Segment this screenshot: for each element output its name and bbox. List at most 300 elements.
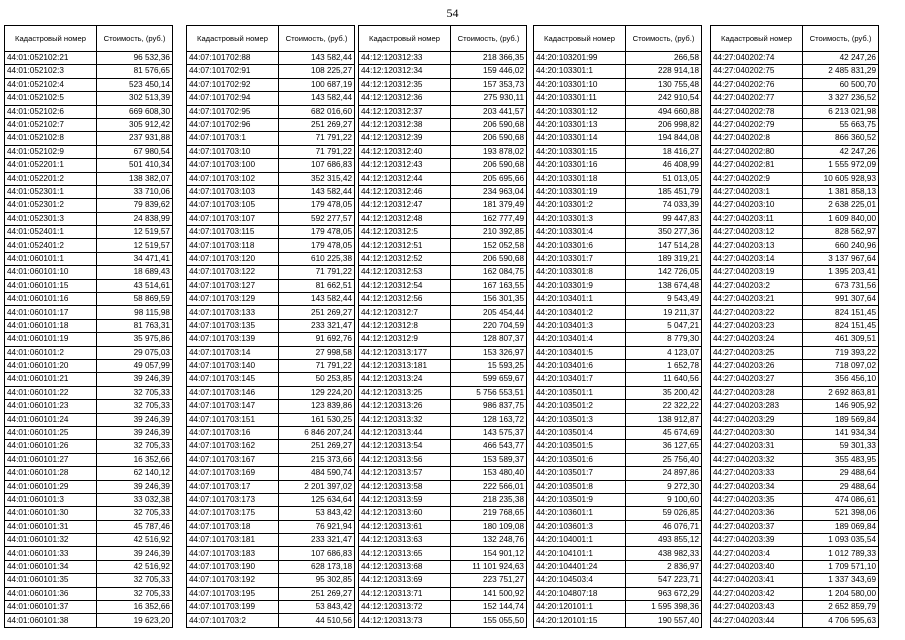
cost-value: 108 225,27 bbox=[279, 65, 355, 78]
table-row bbox=[187, 507, 355, 520]
cost-value: 138 674,48 bbox=[626, 279, 702, 292]
table-row bbox=[359, 118, 527, 131]
cadastral-number: 44:27:040203:30 bbox=[711, 426, 803, 439]
cadastral-number: 44:27:040203:1 bbox=[711, 185, 803, 198]
table-row bbox=[534, 65, 702, 78]
cadastral-number: 44:07:101703:181 bbox=[187, 534, 279, 547]
header-cadastral-number: Кадастровый номер bbox=[359, 26, 451, 52]
table-row bbox=[5, 118, 173, 131]
cost-value: 107 686,83 bbox=[279, 547, 355, 560]
cost-value: 128 163,72 bbox=[451, 413, 527, 426]
table-row bbox=[187, 306, 355, 319]
cost-value: 19 623,20 bbox=[97, 614, 173, 627]
cadastral-number: 44:07:101703:1 bbox=[187, 132, 279, 145]
cost-value: 29 488,64 bbox=[803, 467, 879, 480]
table-row bbox=[359, 413, 527, 426]
table-row bbox=[359, 159, 527, 172]
table-row bbox=[534, 467, 702, 480]
cadastral-number: 44:27:040203:2 bbox=[711, 279, 803, 292]
cost-value: 141 934,34 bbox=[803, 426, 879, 439]
table-row bbox=[187, 426, 355, 439]
cost-value: 98 115,98 bbox=[97, 306, 173, 319]
table-row bbox=[711, 453, 879, 466]
cost-value: 32 705,33 bbox=[97, 400, 173, 413]
table-row bbox=[5, 145, 173, 158]
cadastral-number: 44:20:103501:5 bbox=[534, 440, 626, 453]
cadastral-number: 44:27:040203:26 bbox=[711, 359, 803, 372]
table-row bbox=[711, 92, 879, 105]
cadastral-number: 44:01:060101:3 bbox=[5, 493, 97, 506]
table-row bbox=[711, 520, 879, 533]
table-row bbox=[359, 601, 527, 614]
cadastral-number: 44:12:120313:56 bbox=[359, 453, 451, 466]
table-row bbox=[534, 199, 702, 212]
table-row bbox=[711, 614, 879, 627]
cadastral-number: 44:27:040203:37 bbox=[711, 520, 803, 533]
cadastral-number: 44:07:101703:162 bbox=[187, 440, 279, 453]
table-row bbox=[187, 386, 355, 399]
cost-value: 81 576,65 bbox=[97, 65, 173, 78]
table-row bbox=[5, 587, 173, 600]
table-row bbox=[187, 65, 355, 78]
table-row bbox=[711, 145, 879, 158]
cadastral-number: 44:12:120312:51 bbox=[359, 239, 451, 252]
table-row bbox=[187, 226, 355, 239]
cadastral-number: 44:01:060101:2 bbox=[5, 346, 97, 359]
cadastral-number: 44:20:103401:1 bbox=[534, 293, 626, 306]
table-row bbox=[534, 359, 702, 372]
table-body bbox=[187, 52, 355, 628]
cadastral-number: 44:27:040203:33 bbox=[711, 467, 803, 480]
cadastral-number: 44:01:060101:25 bbox=[5, 426, 97, 439]
cost-value: 194 844,08 bbox=[626, 132, 702, 145]
cost-value: 153 326,97 bbox=[451, 346, 527, 359]
table-row bbox=[711, 118, 879, 131]
cadastral-number: 44:07:101703:167 bbox=[187, 453, 279, 466]
cost-value: 142 726,05 bbox=[626, 266, 702, 279]
table-row bbox=[5, 359, 173, 372]
cost-value: 32 705,33 bbox=[97, 507, 173, 520]
cadastral-number: 44:20:103401:2 bbox=[534, 306, 626, 319]
table-row bbox=[711, 480, 879, 493]
cost-value: 25 756,40 bbox=[626, 453, 702, 466]
table-row bbox=[534, 252, 702, 265]
table-row bbox=[534, 601, 702, 614]
cadastral-number: 44:07:101703:146 bbox=[187, 386, 279, 399]
cost-value: 157 353,73 bbox=[451, 78, 527, 91]
cost-value: 181 379,49 bbox=[451, 199, 527, 212]
table-row bbox=[359, 587, 527, 600]
table-row bbox=[359, 212, 527, 225]
cadastral-number: 44:20:103501:4 bbox=[534, 426, 626, 439]
cadastral-number: 44:27:040203:43 bbox=[711, 601, 803, 614]
cost-value: 350 277,36 bbox=[626, 226, 702, 239]
cost-value: 107 686,83 bbox=[279, 159, 355, 172]
cost-value: 19 211,37 bbox=[626, 306, 702, 319]
cost-value: 251 269,27 bbox=[279, 587, 355, 600]
table-row bbox=[5, 426, 173, 439]
table-row bbox=[187, 400, 355, 413]
header-cost: Стоимость, (руб.) bbox=[803, 26, 879, 52]
table-row bbox=[359, 467, 527, 480]
cost-value: 153 480,40 bbox=[451, 467, 527, 480]
cadastral-number: 44:07:101703:183 bbox=[187, 547, 279, 560]
cost-value: 180 109,08 bbox=[451, 520, 527, 533]
cadastral-number: 44:20:103501:6 bbox=[534, 453, 626, 466]
cadastral-number: 44:20:103401:6 bbox=[534, 359, 626, 372]
cadastral-number: 44:20:104101:1 bbox=[534, 547, 626, 560]
table-row bbox=[711, 105, 879, 118]
cost-value: 218 366,35 bbox=[451, 52, 527, 65]
cadastral-number: 44:20:103601:3 bbox=[534, 520, 626, 533]
cadastral-number: 44:27:040203:25 bbox=[711, 346, 803, 359]
cost-value: 234 963,04 bbox=[451, 185, 527, 198]
table-row bbox=[534, 560, 702, 573]
cadastral-number: 44:12:120313:58 bbox=[359, 480, 451, 493]
cost-value: 275 930,11 bbox=[451, 92, 527, 105]
cost-value: 8 779,30 bbox=[626, 333, 702, 346]
cost-value: 155 055,50 bbox=[451, 614, 527, 627]
cost-value: 474 086,61 bbox=[803, 493, 879, 506]
table-row bbox=[5, 226, 173, 239]
table-row bbox=[534, 480, 702, 493]
table-row bbox=[5, 172, 173, 185]
table-row bbox=[534, 145, 702, 158]
table-row bbox=[5, 400, 173, 413]
cost-value: 167 163,55 bbox=[451, 279, 527, 292]
table-row bbox=[534, 293, 702, 306]
cost-value: 2 692 863,81 bbox=[803, 386, 879, 399]
table-row bbox=[5, 480, 173, 493]
cadastral-number: 44:12:120313:59 bbox=[359, 493, 451, 506]
cadastral-number: 44:07:101703:173 bbox=[187, 493, 279, 506]
cadastral-number: 44:07:101703:103 bbox=[187, 185, 279, 198]
table-row bbox=[359, 78, 527, 91]
cost-value: 24 897,86 bbox=[626, 467, 702, 480]
table-row bbox=[359, 453, 527, 466]
table-row bbox=[534, 547, 702, 560]
table-row bbox=[187, 78, 355, 91]
table-row bbox=[5, 199, 173, 212]
cadastral-number: 44:07:101703:17 bbox=[187, 480, 279, 493]
cadastral-number: 44:12:120313:71 bbox=[359, 587, 451, 600]
table-row bbox=[5, 560, 173, 573]
cadastral-number: 44:01:060101:17 bbox=[5, 306, 97, 319]
cadastral-number: 44:27:040203:31 bbox=[711, 440, 803, 453]
cadastral-number: 44:20:103301:10 bbox=[534, 78, 626, 91]
cadastral-number: 44:20:104401:24 bbox=[534, 560, 626, 573]
cost-value: 154 901,12 bbox=[451, 547, 527, 560]
cost-value: 222 566,01 bbox=[451, 480, 527, 493]
cost-value: 49 057,99 bbox=[97, 359, 173, 372]
cost-value: 35 975,86 bbox=[97, 333, 173, 346]
table-row bbox=[359, 239, 527, 252]
table-row bbox=[187, 346, 355, 359]
table-row bbox=[359, 346, 527, 359]
cost-value: 251 269,27 bbox=[279, 306, 355, 319]
cost-value: 128 807,37 bbox=[451, 333, 527, 346]
cost-value: 95 302,85 bbox=[279, 574, 355, 587]
cost-value: 147 514,28 bbox=[626, 239, 702, 252]
cadastral-number: 44:01:060101:23 bbox=[5, 400, 97, 413]
cost-value: 2 485 831,29 bbox=[803, 65, 879, 78]
cadastral-number: 44:12:120313:61 bbox=[359, 520, 451, 533]
cost-value: 24 838,99 bbox=[97, 212, 173, 225]
cadastral-number: 44:01:060101:27 bbox=[5, 453, 97, 466]
cost-value: 5 047,21 bbox=[626, 319, 702, 332]
cost-value: 2 836,97 bbox=[626, 560, 702, 573]
table-row bbox=[187, 185, 355, 198]
cost-value: 161 530,25 bbox=[279, 413, 355, 426]
table-row bbox=[359, 199, 527, 212]
cadastral-number: 44:01:060101:33 bbox=[5, 547, 97, 560]
table-row bbox=[187, 547, 355, 560]
cost-value: 610 225,38 bbox=[279, 252, 355, 265]
cadastral-number: 44:01:060101:21 bbox=[5, 373, 97, 386]
cost-value: 521 398,06 bbox=[803, 507, 879, 520]
cadastral-number: 44:07:101703:2 bbox=[187, 614, 279, 627]
table-row bbox=[534, 386, 702, 399]
cadastral-number: 44:01:060101:32 bbox=[5, 534, 97, 547]
cost-value: 986 837,75 bbox=[451, 400, 527, 413]
table-body bbox=[711, 52, 879, 628]
table-row bbox=[5, 534, 173, 547]
table-row bbox=[711, 386, 879, 399]
table-row bbox=[534, 574, 702, 587]
table-row bbox=[534, 78, 702, 91]
table-row bbox=[359, 480, 527, 493]
cost-value: 22 322,22 bbox=[626, 400, 702, 413]
table-row bbox=[5, 547, 173, 560]
cost-value: 71 791,22 bbox=[279, 132, 355, 145]
cadastral-number: 44:20:103301:8 bbox=[534, 266, 626, 279]
cadastral-number: 44:12:120312:43 bbox=[359, 159, 451, 172]
table-row bbox=[711, 587, 879, 600]
cost-value: 4 706 595,63 bbox=[803, 614, 879, 627]
table-body bbox=[359, 52, 527, 628]
table-row bbox=[359, 226, 527, 239]
table-row bbox=[5, 65, 173, 78]
table-row bbox=[711, 560, 879, 573]
cost-value: 179 478,05 bbox=[279, 199, 355, 212]
cadastral-number: 44:07:101703:127 bbox=[187, 279, 279, 292]
cost-value: 32 705,33 bbox=[97, 587, 173, 600]
table-row bbox=[534, 266, 702, 279]
table-row bbox=[187, 413, 355, 426]
cost-value: 153 589,37 bbox=[451, 453, 527, 466]
cadastral-number: 44:01:060101:38 bbox=[5, 614, 97, 627]
cadastral-number: 44:12:120313:73 bbox=[359, 614, 451, 627]
cadastral-number: 44:12:120312:38 bbox=[359, 118, 451, 131]
cadastral-number: 44:07:101703:16 bbox=[187, 426, 279, 439]
cadastral-number: 44:01:052301:3 bbox=[5, 212, 97, 225]
cadastral-number: 44:27:040202:77 bbox=[711, 92, 803, 105]
cadastral-number: 44:01:060101:36 bbox=[5, 587, 97, 600]
cost-value: 206 590,68 bbox=[451, 118, 527, 131]
cost-value: 152 052,58 bbox=[451, 239, 527, 252]
cadastral-number: 44:01:052401:2 bbox=[5, 239, 97, 252]
cost-value: 11 101 924,63 bbox=[451, 560, 527, 573]
cost-value: 9 100,60 bbox=[626, 493, 702, 506]
cadastral-number: 44:01:052102:5 bbox=[5, 92, 97, 105]
table-row bbox=[5, 614, 173, 627]
cadastral-number: 44:07:101703:151 bbox=[187, 413, 279, 426]
table-row bbox=[187, 252, 355, 265]
cadastral-number: 44:07:101703:169 bbox=[187, 467, 279, 480]
table-row bbox=[5, 574, 173, 587]
table-row bbox=[711, 467, 879, 480]
cadastral-number: 44:01:060101:16 bbox=[5, 293, 97, 306]
cost-value: 138 382,07 bbox=[97, 172, 173, 185]
cost-value: 53 843,42 bbox=[279, 507, 355, 520]
cadastral-number: 44:20:103301:16 bbox=[534, 159, 626, 172]
table-row bbox=[5, 493, 173, 506]
cadastral-number: 44:20:103301:4 bbox=[534, 226, 626, 239]
cadastral-number: 44:12:120312:39 bbox=[359, 132, 451, 145]
table-row bbox=[711, 132, 879, 145]
cost-value: 11 640,56 bbox=[626, 373, 702, 386]
cadastral-number: 44:12:120312:37 bbox=[359, 105, 451, 118]
cost-value: 123 839,86 bbox=[279, 400, 355, 413]
table-row bbox=[711, 426, 879, 439]
cadastral-table bbox=[4, 25, 173, 628]
cost-value: 203 441,57 bbox=[451, 105, 527, 118]
cost-value: 143 582,44 bbox=[279, 293, 355, 306]
cost-value: 669 608,30 bbox=[97, 105, 173, 118]
cost-value: 438 982,33 bbox=[626, 547, 702, 560]
cost-value: 138 912,87 bbox=[626, 413, 702, 426]
cadastral-number: 44:07:101702:91 bbox=[187, 65, 279, 78]
cadastral-number: 44:12:120312:36 bbox=[359, 92, 451, 105]
cost-value: 1 337 343,69 bbox=[803, 574, 879, 587]
cadastral-number: 44:27:040203:35 bbox=[711, 493, 803, 506]
table-row bbox=[359, 105, 527, 118]
table-row bbox=[187, 614, 355, 627]
cadastral-number: 44:01:052401:1 bbox=[5, 226, 97, 239]
cadastral-number: 44:27:040202:9 bbox=[711, 172, 803, 185]
table-row bbox=[5, 239, 173, 252]
table-row bbox=[534, 413, 702, 426]
cadastral-number: 44:07:101702:95 bbox=[187, 105, 279, 118]
cadastral-number: 44:07:101703:118 bbox=[187, 239, 279, 252]
table-row bbox=[711, 547, 879, 560]
cost-value: 76 921,94 bbox=[279, 520, 355, 533]
table-row bbox=[711, 226, 879, 239]
cadastral-number: 44:12:120312:48 bbox=[359, 212, 451, 225]
cadastral-number: 44:12:120313:72 bbox=[359, 601, 451, 614]
cost-value: 1 652,78 bbox=[626, 359, 702, 372]
cost-value: 18 689,43 bbox=[97, 266, 173, 279]
cadastral-number: 44:12:120313:24 bbox=[359, 373, 451, 386]
table-row bbox=[5, 92, 173, 105]
cost-value: 220 704,59 bbox=[451, 319, 527, 332]
cadastral-number: 44:01:052102:7 bbox=[5, 118, 97, 131]
cost-value: 18 416,27 bbox=[626, 145, 702, 158]
table-row bbox=[711, 346, 879, 359]
table-row bbox=[534, 400, 702, 413]
cadastral-number: 44:20:103301:18 bbox=[534, 172, 626, 185]
table-row bbox=[534, 534, 702, 547]
cadastral-number: 44:01:060101:22 bbox=[5, 386, 97, 399]
cadastral-number: 44:12:120312:47 bbox=[359, 199, 451, 212]
cadastral-number: 44:27:040203:11 bbox=[711, 212, 803, 225]
cadastral-number: 44:20:103301:13 bbox=[534, 118, 626, 131]
cost-value: 146 905,92 bbox=[803, 400, 879, 413]
table-row bbox=[711, 159, 879, 172]
cost-value: 143 582,44 bbox=[279, 52, 355, 65]
table-row bbox=[359, 560, 527, 573]
cadastral-number: 44:20:103401:4 bbox=[534, 333, 626, 346]
cost-value: 32 705,33 bbox=[97, 574, 173, 587]
cadastral-number: 44:20:103601:1 bbox=[534, 507, 626, 520]
cadastral-number: 44:01:060101:18 bbox=[5, 319, 97, 332]
cadastral-number: 44:07:101702:94 bbox=[187, 92, 279, 105]
cost-value: 461 309,51 bbox=[803, 333, 879, 346]
table-row bbox=[187, 359, 355, 372]
cadastral-number: 44:12:120312:8 bbox=[359, 319, 451, 332]
cost-value: 16 352,66 bbox=[97, 453, 173, 466]
table-row bbox=[187, 159, 355, 172]
table-row bbox=[359, 426, 527, 439]
cost-value: 179 478,05 bbox=[279, 239, 355, 252]
cadastral-number: 44:20:103201:99 bbox=[534, 52, 626, 65]
cadastral-number: 44:12:120312:34 bbox=[359, 65, 451, 78]
cost-value: 27 998,58 bbox=[279, 346, 355, 359]
cost-value: 266,58 bbox=[626, 52, 702, 65]
table-row bbox=[534, 493, 702, 506]
table-row bbox=[711, 293, 879, 306]
cost-value: 32 705,33 bbox=[97, 386, 173, 399]
cost-value: 58 869,59 bbox=[97, 293, 173, 306]
cost-value: 129 224,20 bbox=[279, 386, 355, 399]
table-row bbox=[534, 212, 702, 225]
table-row bbox=[359, 547, 527, 560]
cadastral-number: 44:12:120312:53 bbox=[359, 266, 451, 279]
table-row bbox=[711, 319, 879, 332]
table-row bbox=[711, 601, 879, 614]
table-row bbox=[534, 520, 702, 533]
table-row bbox=[711, 359, 879, 372]
cadastral-number: 44:07:101703:18 bbox=[187, 520, 279, 533]
cadastral-number: 44:20:103301:12 bbox=[534, 105, 626, 118]
cost-value: 628 173,18 bbox=[279, 560, 355, 573]
cadastral-number: 44:12:120313:69 bbox=[359, 574, 451, 587]
table-row bbox=[534, 132, 702, 145]
cost-value: 39 246,39 bbox=[97, 373, 173, 386]
table-row bbox=[534, 159, 702, 172]
cadastral-number: 44:01:060101:1 bbox=[5, 252, 97, 265]
cadastral-number: 44:01:060101:19 bbox=[5, 333, 97, 346]
header-cost: Стоимость, (руб.) bbox=[97, 26, 173, 52]
cadastral-number: 44:27:040203:39 bbox=[711, 534, 803, 547]
cost-value: 156 301,35 bbox=[451, 293, 527, 306]
cost-value: 81 763,31 bbox=[97, 319, 173, 332]
table-row bbox=[5, 306, 173, 319]
table-row bbox=[5, 507, 173, 520]
cadastral-number: 44:01:052301:1 bbox=[5, 185, 97, 198]
cost-value: 9 272,30 bbox=[626, 480, 702, 493]
cadastral-number: 44:12:120313:25 bbox=[359, 386, 451, 399]
cadastral-number: 44:12:120313:44 bbox=[359, 426, 451, 439]
header-cost: Стоимость, (руб.) bbox=[279, 26, 355, 52]
cadastral-number: 44:01:060101:34 bbox=[5, 560, 97, 573]
cost-value: 152 144,74 bbox=[451, 601, 527, 614]
cost-value: 53 843,42 bbox=[279, 601, 355, 614]
cadastral-number: 44:12:120312:7 bbox=[359, 306, 451, 319]
cadastral-number: 44:20:103501:8 bbox=[534, 480, 626, 493]
cadastral-number: 44:12:120312:44 bbox=[359, 172, 451, 185]
cost-value: 42 516,92 bbox=[97, 560, 173, 573]
